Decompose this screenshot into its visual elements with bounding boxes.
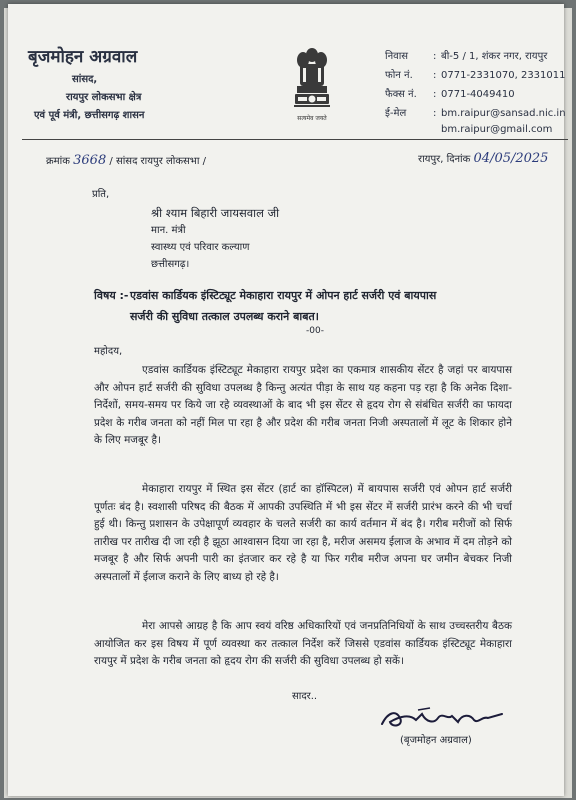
date-handwritten: 04/05/2025 — [473, 151, 549, 166]
contact-email — [385, 105, 566, 124]
body-paragraph — [94, 481, 512, 586]
recipient-salutation: प्रति, — [92, 189, 110, 200]
subject-line-1: एडवांस कार्डियक इंस्टिट्यूट मेकाहारा रायपुर में ओपन हार्ट सर्जरी एवं बायपास — [130, 289, 437, 302]
contact-value: बी-5 / 1, शंकर नगर, रायपुर — [441, 51, 548, 62]
paragraph-text: मेकाहारा रायपुर में स्थित इस सेंटर (हार्ट का हॉस्पिटल) में बायपास सर्जरी एवं ओपन हार्ट सर्जरी पूर्णतः बंद है। स्वशासी परिषद की बैठक में आपकी उपस्थिति में भी इस सेंटर में सर्जरी प्रारंभ करने की भी चर्चा हुई थी। किन्तु प्रशासन के उपेक्षापूर्ण व्यवहार के चलते सर्जरी का कार्य वर्तमान में बंद है। गरीब मरीजों को सिर्फ तारीख पर तारीख दी जा रही है झूठा आश्वासन दिया जा रहा है, मरीज असमय ईलाज के अभाव में दम तोड़ने को मजबूर है और सिर्फ अपनी पारी का इंतजार कर रहे है या फिर गरीब मरीज अपना घर जमीन बेचकर निजी अस्पतालों में ईलाज कराने के लिए बाध्य हो रहे है। — [94, 483, 512, 583]
recipient-line: मान. मंत्री — [151, 225, 186, 236]
letter-page — [8, 4, 564, 796]
contact-label: ई-मेल — [385, 108, 407, 119]
sender-former-post: एवं पूर्व मंत्री, छत्तीसगढ़ शासन — [34, 110, 145, 121]
recipient-line: स्वास्थ्य एवं परिवार कल्याण — [151, 242, 250, 253]
contact-fax — [385, 86, 566, 105]
recipient-line: छत्तीसगढ़। — [151, 259, 190, 270]
contact-separator: : — [433, 51, 437, 62]
contact-residence — [385, 48, 566, 67]
contact-value: 0771-2331070, 2331011 — [441, 70, 566, 81]
contact-phone — [385, 67, 566, 86]
letterhead-left — [28, 44, 144, 121]
body-paragraph — [94, 362, 512, 450]
subject-line-2: सर्जरी की सुविधा तत्काल उपलब्ध कराने बाबत। — [130, 310, 319, 323]
national-emblem — [280, 46, 344, 122]
date-place: रायपुर, दिनांक — [418, 154, 471, 165]
letter-date — [418, 151, 548, 166]
recipient-address — [151, 205, 279, 273]
contact-value: bm.raipur@sansad.nic.in — [441, 108, 566, 119]
sender-designation: सांसद, — [72, 74, 98, 85]
contact-email-2 — [385, 124, 566, 143]
reference-number — [46, 153, 206, 168]
subject-label: विषय :- — [94, 289, 129, 302]
ref-prefix: क्रमांक — [46, 156, 70, 167]
subject-separator: -00- — [306, 326, 324, 336]
paragraph-text: मेरा आपसे आग्रह है कि आप स्वयं वरिष्ठ अधिकारियों एवं जनप्रतिनिधियों के साथ उच्चस्तरीय बैठक आयोजित कर इस विषय में पूर्ण व्यवस्था कर तत्काल निर्देश करें जिससे एडवांस कार्डियक इंस्टिट्यूट मेकाहारा रायपुर में प्रदेश के गरीब जनता को हृदय रोग की सर्जरी की सुविधा उपलब्ध हो सकें। — [94, 620, 512, 667]
sender-constituency: रायपुर लोकसभा क्षेत्र — [66, 92, 142, 103]
ref-number-handwritten: 3668 — [73, 153, 107, 168]
ref-suffix: / सांसद रायपुर लोकसभा / — [109, 156, 206, 167]
sender-name: बृजमोहन अग्रवाल — [28, 47, 138, 67]
paragraph-text: एडवांस कार्डियक इंस्टिट्यूट मेकाहारा रायपुर प्रदेश का एकमात्र शासकीय सेंटर है जहां पर बायपास और ओपन हार्ट सर्जरी की सुविधा उपलब्ध है किन्तु अत्यंत पीड़ा के साथ यह कहना पड़ रहा है कि अनेक दिशा-निर्देशों, समय-समय पर किये जा रहे व्यवस्थाओं के बाद भी इस सेंटर से हृदय रोग से संबंधित सर्जरी का फायदा प्रदेश के गरीब जनता को नहीं मिल पा रहा है और प्रदेश की गरीब जनता निजी अस्पतालों में लूट के शिकार होने के लिए मजबूर है। — [94, 364, 512, 446]
body-paragraph — [94, 618, 512, 671]
closing: सादर.. — [292, 691, 318, 702]
lion-capital-icon — [292, 46, 332, 112]
contact-value: bm.raipur@gmail.com — [441, 124, 553, 135]
emblem-motto: सत्यमेव जयते — [297, 115, 327, 122]
recipient-name: श्री श्याम बिहारी जायसवाल जी — [151, 206, 280, 220]
signature-icon — [378, 704, 508, 734]
greeting: महोदय, — [94, 346, 123, 357]
contact-separator: : — [433, 89, 437, 100]
header-divider — [22, 139, 568, 140]
contact-label: निवास — [385, 51, 409, 62]
contact-separator: : — [433, 70, 437, 81]
contact-separator: : — [433, 108, 437, 119]
signatory-name: (बृजमोहन अग्रवाल) — [400, 735, 472, 746]
letterhead-contacts — [385, 48, 566, 143]
contact-value: 0771-4049410 — [441, 89, 515, 100]
contact-label: फैक्स नं. — [385, 89, 417, 100]
contact-label: फोन नं. — [385, 70, 413, 81]
